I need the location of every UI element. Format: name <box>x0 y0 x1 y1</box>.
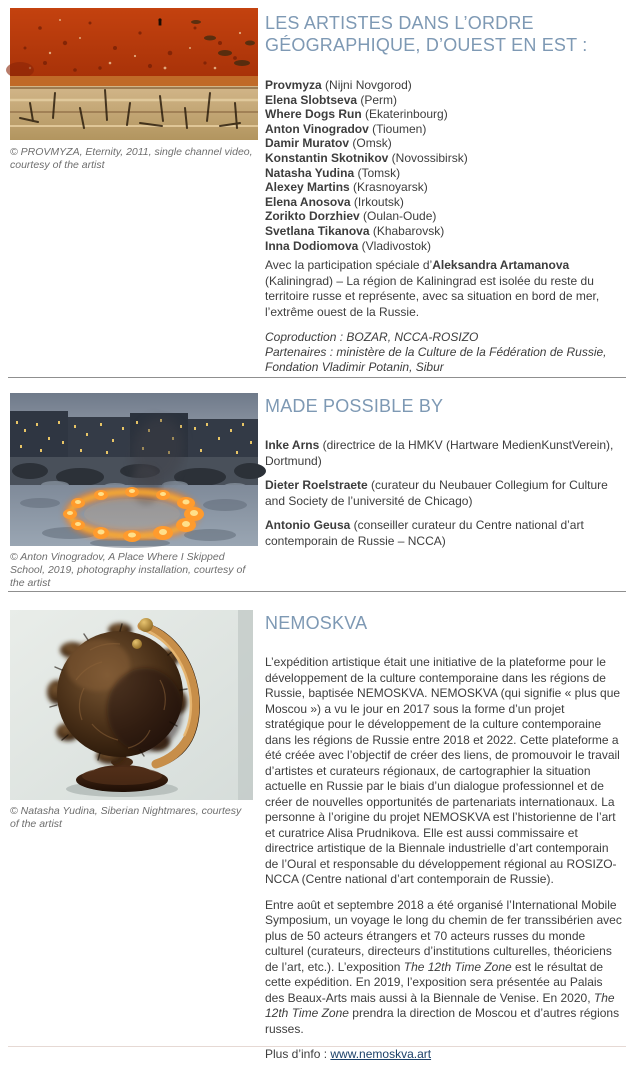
tiny-figure <box>158 18 161 25</box>
figure-fur-globe <box>10 610 253 800</box>
nemoskva-paragraph-1: L’expédition artistique était une initiative de la plateforme pour le développement de la culture contemporaine dans les régions de Russie, baptisée NEMOSKVA. NEMOSKVA (qui signifie « plus que Moscou ») a vu le jour en 2017 sous la forme d’un projet stratégique pour le développement de la culture contemporaine dans les régions de Russie entre 2018 et 2022. Cette plateforme a été créée avec l’objectif de créer des liens, de promouvoir le travail d’artistes et curateurs régionaux, de cartographier la situation actuelle en Russie par le biais d’un dialogue professionnel et de créer de nouvelles opportunités de partenariats internationaux. La personne à l’origine du projet NEMOSKVA est l’historienne de l’art et curatrice Alisa Prudnikova. Elle est aussi commissaire et directrice artistique de la Biennale industrielle d’art contemporain de l’Oural et responsable du développement régional au ROSIZO-NCCA (Centre national d’art contemporain de Russie). <box>265 655 621 886</box>
artist-city: (Khabarovsk) <box>369 223 445 238</box>
artist-name: Where Dogs Run <box>265 107 362 122</box>
eternity-artwork-image <box>10 8 258 140</box>
artist-city: (Nijni Novgorod) <box>321 78 412 92</box>
artist-item <box>265 209 625 224</box>
brass-finial-lower <box>132 639 142 649</box>
artist-item <box>265 166 625 181</box>
figure-fire-ring <box>10 393 258 546</box>
artist-name: Inna Dodiomova <box>265 238 359 253</box>
section3-heading: NEMOSKVA <box>265 613 368 633</box>
artist-name: Provmyza <box>265 78 322 92</box>
artist-city: (Novossibirsk) <box>388 150 468 165</box>
section-divider-1 <box>8 377 626 378</box>
artist-item <box>265 195 625 210</box>
figure-eternity <box>10 8 258 140</box>
artist-city: (Perm) <box>357 92 398 107</box>
more-info-line: Plus d’info : www.nemoskva.art <box>265 1047 432 1061</box>
artist-city: (Irkoutsk) <box>350 194 404 209</box>
section1-heading: LES ARTISTES DANS L’ORDRE GÉOGRAPHIQUE, D’OUEST EN EST : <box>265 13 588 55</box>
artist-name: Svetlana Tikanova <box>265 223 370 238</box>
artist-item <box>265 78 625 93</box>
caption-fur-globe: © Natasha Yudina, Siberian Nightmares, courtesy of the artist <box>10 805 242 830</box>
caption-fire-ring: © Anton Vinogradov, A Place Where I Skipped School, 2019, photography installation, courtesy of the artist <box>10 551 246 589</box>
person-name: Antonio Geusa <box>265 518 351 532</box>
artist-city: (Vladivostok) <box>358 238 432 253</box>
nemoskva-text <box>265 655 625 1073</box>
person-item <box>265 518 625 549</box>
artist-item <box>265 136 625 151</box>
nemoskva-paragraph-2: Entre août et septembre 2018 a été organisé l’International Mobile Symposium, un voyage le long du chemin de fer transsibérien avec plus de 50 acteurs étrangers et 70 acteurs russes du monde culturel (curateurs, directeurs d’institutions culturelles, théoriciens de l’art, etc.). L’exposition The 12th Time Zone est le résultat de cette expédition. En 2019, l’exposition sera présentée au Palais des Beaux-Arts mais aussi à la Biennale de Venise. En 2020, The 12th Time Zone prendra la direction de Moscou et d’autres régions russes. <box>265 897 622 1036</box>
artist-name: Natasha Yudina <box>265 165 355 180</box>
person-role: (curateur du Neubauer Collegium for Culture and Society de l’université de Chicago) <box>265 478 608 508</box>
person-role: (conseiller curateur du Centre national d’art contemporain de Russie – NCCA) <box>265 518 584 548</box>
person-item <box>265 438 625 469</box>
artist-item <box>265 239 625 254</box>
person-name: Dieter Roelstraete <box>265 478 368 492</box>
artist-city: (Tioumen) <box>368 121 427 136</box>
credit-line: Coproduction : BOZAR, NCCA-ROSIZO <box>265 330 479 344</box>
artist-name: Zorikto Dorzhiev <box>265 209 360 224</box>
artist-city: (Omsk) <box>349 136 392 151</box>
fur-globe-artwork-image <box>10 610 253 800</box>
person-role: (directrice de la HMKV (Hartware MedienKunstVerein), Dortmund) <box>265 438 614 468</box>
person-name: Inke Arns <box>265 438 320 452</box>
people-list <box>265 438 625 558</box>
artist-item <box>265 93 625 108</box>
credit-line: Partenaires : ministère de la Culture de la Fédération de Russie, Fondation Vladimir Potanin, Sibur <box>265 345 607 374</box>
artist-name: Konstantin Skotnikov <box>265 150 389 165</box>
artist-city: (Oulan-Oude) <box>359 209 437 224</box>
artist-item <box>265 224 625 239</box>
artist-item <box>265 180 625 195</box>
artist-city: (Krasnoyarsk) <box>349 180 428 195</box>
artist-city: (Ekaterinbourg) <box>361 107 448 122</box>
artist-item <box>265 107 625 122</box>
caption-eternity: © PROVMYZA, Eternity, 2011, single channel video, courtesy of the artist <box>10 146 253 171</box>
artist-name: Elena Slobtseva <box>265 92 358 107</box>
brass-finial-top <box>139 618 153 632</box>
person-item <box>265 478 625 509</box>
artist-item <box>265 122 625 137</box>
artist-list <box>265 78 625 253</box>
fire-ring-artwork-image <box>10 393 258 546</box>
artist-name: Damir Muratov <box>265 136 350 151</box>
special-participation-paragraph: Avec la participation spéciale d’Aleksandra Artamanova (Kaliningrad) – La région de Kaliningrad est isolée du reste du territoire russe et représente, avec sa situation en bord de mer, l’extrême ouest de la Russie. <box>265 258 600 319</box>
artist-item <box>265 151 625 166</box>
section-divider-2 <box>8 591 626 592</box>
artist-city: (Tomsk) <box>354 165 401 180</box>
section2-heading: MADE POSSIBLE BY <box>265 396 444 416</box>
coproduction-credits <box>265 330 625 375</box>
nemoskva-link[interactable]: www.nemoskva.art <box>330 1047 432 1061</box>
bottom-divider <box>8 1046 626 1047</box>
artist-name: Elena Anosova <box>265 194 351 209</box>
artist-name: Anton Vinogradov <box>265 121 369 136</box>
artist-name: Alexey Martins <box>265 180 350 195</box>
